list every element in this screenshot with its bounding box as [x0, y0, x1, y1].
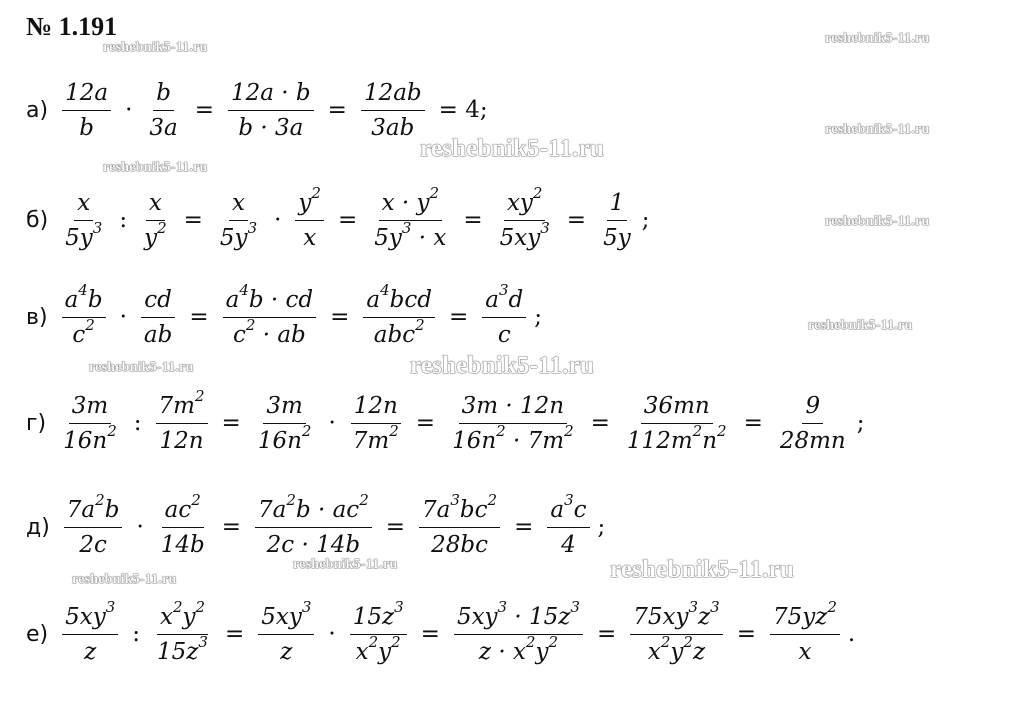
numerator: 3m · 12n: [459, 389, 567, 424]
fraction: [449, 389, 577, 458]
fraction: [64, 490, 123, 562]
denominator: b: [79, 114, 94, 141]
operator: ;: [534, 304, 543, 330]
denominator: 5y: [603, 224, 631, 251]
denominator: 2c: [79, 531, 107, 558]
denominator: $15z^3$: [157, 632, 208, 665]
solution-row: [26, 180, 657, 260]
denominator: $16n^2$: [63, 421, 117, 454]
operator: =: [596, 621, 617, 647]
watermark: reshebnik5-11.ru: [410, 352, 595, 379]
solution-row: [26, 594, 863, 674]
fraction: [497, 183, 553, 255]
numerator: 9: [802, 389, 823, 424]
operator: ·: [125, 97, 133, 123]
denominator: $16n^2$: [257, 421, 312, 454]
watermark: reshebnik5-11.ru: [825, 214, 930, 229]
item-label: е): [26, 621, 49, 647]
operator: =: [183, 207, 203, 233]
numerator: $7a^2b \cdot ac^2$: [255, 493, 372, 528]
denominator: 28bc: [431, 531, 488, 558]
numerator: $x \cdot y^2$: [379, 186, 442, 221]
numerator: $a^3d$: [482, 283, 526, 318]
numerator: $75yz^2$: [770, 600, 840, 635]
problem-number: № 1.191: [26, 12, 118, 41]
numerator: $7m^2$: [156, 389, 208, 424]
numerator: $5xy^3$: [62, 600, 118, 635]
fraction: [156, 386, 208, 458]
operator: =: [420, 621, 440, 647]
numerator: 3m: [69, 389, 111, 424]
watermark: reshebnik5-11.ru: [610, 556, 795, 583]
fraction: [62, 280, 106, 352]
operator: ;: [597, 514, 606, 540]
denominator: abc$^2$: [373, 315, 425, 348]
numerator: x: [229, 186, 248, 221]
fraction: [600, 186, 634, 255]
operator: =: [221, 410, 241, 436]
operator: =: [736, 621, 756, 647]
denominator: $c^2$ · ab: [232, 315, 306, 348]
operator: =: [221, 514, 242, 540]
watermark: reshebnik5-11.ru: [293, 557, 398, 572]
denominator: $5y^3$: [219, 218, 258, 251]
operator: = 4;: [438, 97, 488, 123]
numerator: $5xy^3$: [258, 600, 314, 635]
fraction: [630, 597, 722, 669]
denominator: x: [303, 224, 317, 251]
fraction: [371, 183, 449, 255]
denominator: 2c · 14b: [266, 531, 361, 558]
operator: ;: [856, 410, 865, 436]
numerator: $xy^2$: [504, 186, 546, 221]
operator: =: [224, 621, 245, 647]
denominator: 12n: [159, 427, 204, 454]
operator: =: [514, 514, 534, 540]
operator: .: [847, 621, 856, 647]
watermark: reshebnik5-11.ru: [72, 572, 177, 587]
fraction: [363, 280, 435, 352]
operator: =: [449, 304, 469, 330]
denominator: $5y^3 \cdot x$: [374, 218, 447, 251]
watermark: reshebnik5-11.ru: [420, 135, 605, 162]
denominator: $5xy^3$: [499, 218, 550, 251]
numerator: $7a^2b$: [64, 493, 123, 528]
denominator: $112m^2n^2$: [626, 421, 727, 454]
denominator: 14b: [160, 531, 205, 558]
denominator: $c^2$: [72, 315, 95, 348]
fraction: [482, 280, 526, 352]
fraction: [158, 490, 208, 562]
fraction: [350, 389, 402, 458]
operator: =: [194, 97, 215, 123]
numerator: x: [74, 186, 93, 221]
fraction: [624, 389, 730, 458]
fraction: [62, 76, 111, 145]
numerator: 12a: [62, 76, 111, 111]
item-label: б): [26, 207, 49, 233]
solution-row: [26, 383, 872, 463]
numerator: $ac^2$: [162, 493, 204, 528]
numerator: 3m: [263, 389, 305, 424]
fraction: [146, 76, 180, 145]
operator: ·: [274, 207, 282, 233]
fraction: [62, 597, 118, 669]
fraction: [228, 76, 314, 145]
fraction: [361, 76, 425, 145]
fraction: [217, 186, 260, 255]
solution-row: [26, 277, 550, 357]
operator: :: [133, 410, 142, 436]
watermark: reshebnik5-11.ru: [103, 40, 208, 55]
fraction: [141, 186, 170, 255]
denominator: x: [798, 638, 812, 665]
numerator: cd: [141, 283, 175, 318]
denominator: 4: [561, 531, 576, 558]
fraction: [154, 597, 211, 669]
fraction: [295, 183, 324, 255]
numerator: $15z^3$: [350, 600, 407, 635]
item-label: а): [26, 97, 49, 123]
fraction: [255, 490, 372, 562]
fraction: [454, 597, 583, 669]
numerator: $y^2$: [295, 186, 324, 221]
fraction: [255, 389, 315, 458]
numerator: $75xy^3z^3$: [630, 600, 722, 635]
numerator: 12a · b: [228, 76, 314, 111]
denominator: $5y^3$: [65, 218, 103, 251]
numerator: $a^4bcd$: [363, 283, 435, 318]
denominator: c: [497, 321, 511, 348]
fraction: [777, 389, 849, 458]
solution-row: [26, 487, 613, 567]
numerator: $7a^3bc^2$: [419, 493, 500, 528]
item-label: г): [26, 410, 47, 436]
operator: =: [327, 97, 347, 123]
operator: =: [385, 514, 406, 540]
watermark: reshebnik5-11.ru: [825, 31, 930, 46]
operator: =: [566, 207, 587, 233]
denominator: $16n^2 \cdot 7m^2$: [452, 421, 574, 454]
denominator: b · 3a: [238, 114, 304, 141]
fraction: [258, 597, 314, 669]
numerator: $x^2y^2$: [157, 600, 208, 635]
fraction: [223, 280, 317, 352]
item-label: в): [26, 304, 48, 330]
numerator: $a^4b$ · cd: [223, 283, 317, 318]
operator: ;: [641, 207, 650, 233]
denominator: $y^2$: [144, 218, 167, 251]
denominator: $x^2y^2$: [355, 632, 401, 665]
watermark: reshebnik5-11.ru: [89, 360, 194, 375]
operator: ·: [119, 304, 127, 330]
fraction: [770, 597, 840, 669]
denominator: $7m^2$: [352, 421, 399, 454]
operator: ·: [328, 410, 336, 436]
numerator: $a^3c$: [547, 493, 589, 528]
denominator: ab: [143, 321, 173, 348]
item-label: д): [26, 514, 50, 540]
operator: ·: [328, 621, 336, 647]
numerator: x: [146, 186, 165, 221]
operator: =: [743, 410, 763, 436]
operator: =: [590, 410, 610, 436]
numerator: 12ab: [361, 76, 425, 111]
solution-row: [26, 70, 496, 150]
operator: =: [189, 304, 209, 330]
denominator: 28mn: [779, 427, 846, 454]
numerator: $a^4b$: [62, 283, 106, 318]
fraction: [141, 283, 175, 352]
watermark: reshebnik5-11.ru: [808, 318, 913, 333]
denominator: $x^2y^2z$: [647, 632, 706, 665]
watermark: reshebnik5-11.ru: [825, 122, 930, 137]
fraction: [62, 186, 105, 255]
denominator: 3a: [149, 114, 178, 141]
fraction: [419, 490, 500, 562]
numerator: 12n: [351, 389, 401, 424]
operator: :: [119, 207, 128, 233]
operator: ·: [136, 514, 144, 540]
operator: =: [463, 207, 483, 233]
operator: =: [330, 304, 350, 330]
numerator: 36mn: [641, 389, 713, 424]
denominator: $z \cdot x^2y^2$: [478, 632, 559, 665]
denominator: z: [84, 638, 97, 665]
numerator: $5xy^3 \cdot 15z^3$: [454, 600, 583, 635]
numerator: 1: [607, 186, 628, 221]
fraction: [547, 490, 589, 562]
watermark: reshebnik5-11.ru: [103, 160, 208, 175]
denominator: z: [280, 638, 293, 665]
operator: =: [337, 207, 358, 233]
denominator: 3ab: [371, 114, 415, 141]
fraction: [60, 389, 120, 458]
operator: =: [415, 410, 436, 436]
numerator: b: [153, 76, 174, 111]
operator: :: [132, 621, 141, 647]
fraction: [350, 597, 407, 669]
